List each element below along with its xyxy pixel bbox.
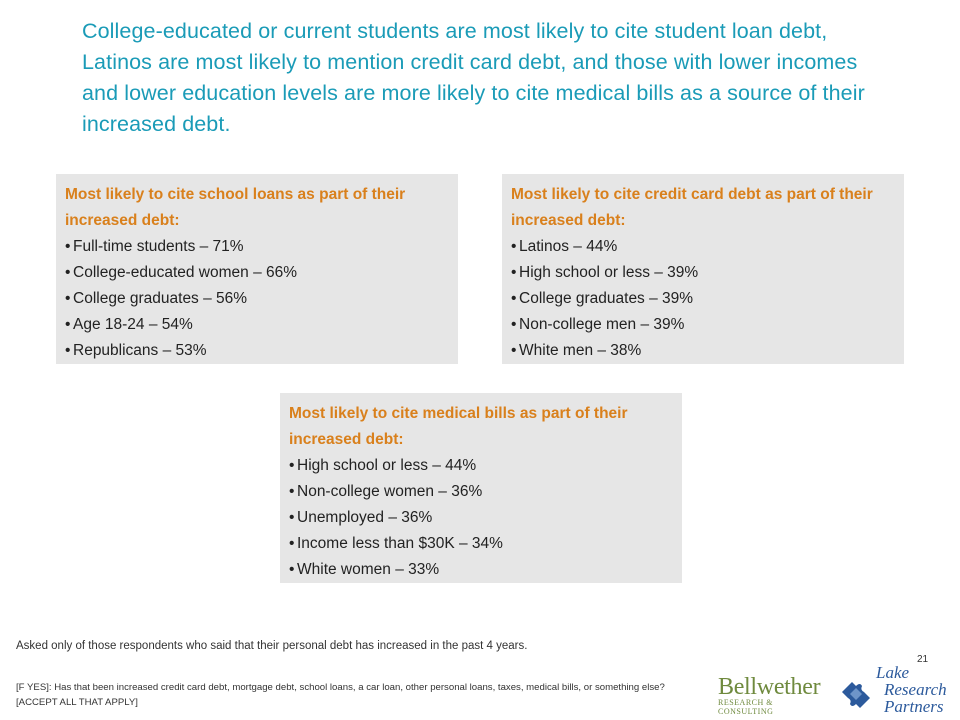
list-item: • College graduates – 39% bbox=[511, 290, 694, 307]
box-heading: Most likely to cite school loans as part of their increased debt: bbox=[65, 186, 406, 229]
bellwether-logo bbox=[718, 674, 821, 716]
list-item: • Non-college men – 39% bbox=[511, 316, 685, 333]
footnote-note: Asked only of those respondents who said that their personal debt has increased in the past 4 years. bbox=[16, 640, 528, 652]
footnote-question: [F YES]: Has that been increased credit card debt, mortgage debt, school loans, a car loan, other personal loans, taxes, medical bills, or something else? [ACCEPT ALL THAT APPLY] bbox=[16, 682, 665, 708]
bellwether-logo-sub: RESEARCH & CONSULTING bbox=[718, 698, 774, 716]
lrp-logo-line1: Lake bbox=[876, 663, 910, 682]
bullet-list bbox=[65, 234, 450, 364]
list-item: • White men – 38% bbox=[511, 342, 642, 359]
list-item: • Latinos – 44% bbox=[511, 238, 618, 255]
medical-bills-box bbox=[280, 393, 682, 583]
list-item: • White women – 33% bbox=[289, 561, 440, 578]
box-heading: Most likely to cite credit card debt as part of their increased debt: bbox=[511, 186, 873, 229]
list-item: • Non-college women – 36% bbox=[289, 483, 483, 500]
lrp-logo-line3: Partners bbox=[884, 697, 944, 716]
list-item: • High school or less – 39% bbox=[511, 264, 699, 281]
school-loans-box bbox=[56, 174, 458, 364]
lrp-logo-text bbox=[874, 664, 947, 715]
credit-card-box bbox=[502, 174, 904, 364]
list-item: • Full-time students – 71% bbox=[65, 238, 244, 255]
list-item: • College-educated women – 66% bbox=[65, 264, 298, 281]
slide-title: College-educated or current students are most likely to cite student loan debt, Latinos are most likely to mention credit card debt, and those with lower incomes and lower education levels are more likely to cite medical bills as a source of their increased debt. bbox=[82, 19, 865, 136]
bullet-list bbox=[511, 234, 896, 364]
bullet-list bbox=[289, 453, 674, 583]
list-item: • College graduates – 56% bbox=[65, 290, 248, 307]
lake-research-partners-logo bbox=[836, 664, 952, 718]
list-item: • Unemployed – 36% bbox=[289, 509, 433, 526]
box-heading: Most likely to cite medical bills as part of their increased debt: bbox=[289, 405, 628, 448]
list-item: • Age 18-24 – 54% bbox=[65, 316, 193, 333]
list-item: • Republicans – 53% bbox=[65, 342, 207, 359]
list-item: • High school or less – 44% bbox=[289, 457, 477, 474]
puzzle-icon bbox=[836, 674, 876, 714]
lrp-logo-line2: Research bbox=[884, 680, 947, 699]
bellwether-logo-name: Bellwether bbox=[718, 674, 821, 700]
page-number: 21 bbox=[917, 654, 929, 665]
list-item: • Income less than $30K – 34% bbox=[289, 535, 503, 552]
